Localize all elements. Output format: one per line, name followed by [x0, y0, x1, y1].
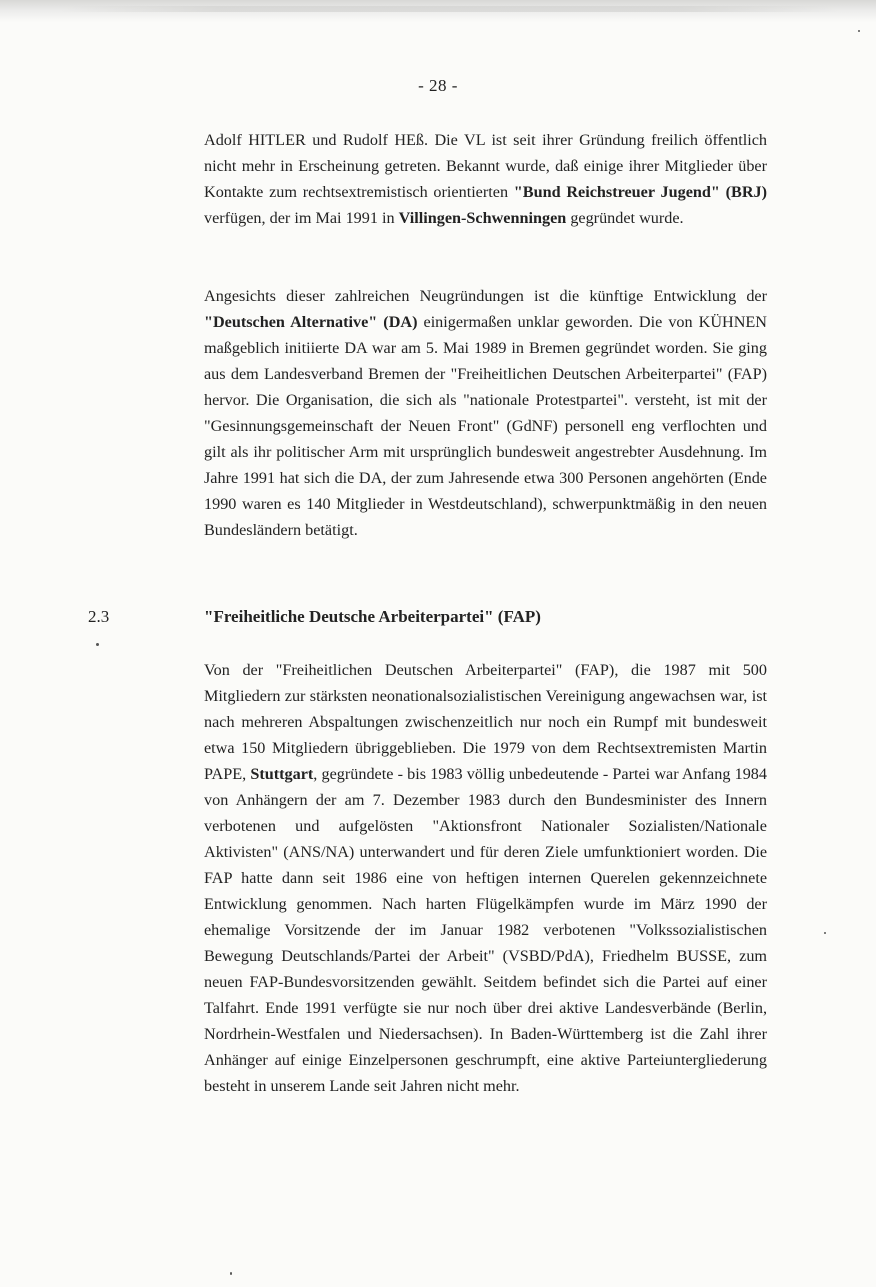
- text-run: verfügen, der im Mai 1991 in: [204, 209, 399, 227]
- scan-speck: [230, 1272, 232, 1275]
- bold-text-run: "Deutschen Alternative" (DA): [204, 313, 418, 331]
- page-number: - 28 -: [418, 76, 458, 95]
- scan-artifact-line: [60, 6, 840, 12]
- text-run: Von der "Freiheitlichen Deutschen Arbeiterpartei" (FAP), die 1987 mit 500 Mitgliedern zur stärksten neonationalsozialistischen Vereinigung angewachsen war, ist nach mehreren Abspaltungen zwischenzeitlich nur noch ein Rumpf mit bundesweit etwa 150 Mitgliedern übriggeblieben. Die 1979 von dem Rechtsextremisten Martin PAPE,: [204, 661, 767, 783]
- section-number: 2.3: [88, 607, 110, 626]
- bold-text-run: Stuttgart: [250, 765, 314, 783]
- paragraph-2: [204, 283, 767, 543]
- scan-speck: [824, 932, 826, 934]
- scan-speck: [96, 643, 99, 646]
- paragraph-1: [204, 127, 767, 231]
- text-run: , gegründete - bis 1983 völlig unbedeutende - Partei war Anfang 1984 von Anhängern der am 7. Dezember 1983 durch den Bundesminister des Innern verbotenen und aufgelösten "Aktionsfront Nationaler Sozialisten/Nationale Aktivisten" (ANS/NA) unterwandert und für deren Ziele umfunktioniert worden. Die FAP hatte dann seit 1986 eine von heftigen internen Querelen gekennzeichnete Entwicklung genommen. Nach harten Flügelkämpfen wurde im März 1990 der ehemalige Vorsitzende der im Januar 1982 verbotenen "Volkssozialistischen Bewegung Deutschlands/Partei der Arbeit" (VSBD/PdA), Friedhelm BUSSE, zum neuen FAP-Bundesvorsitzenden gewählt. Seitdem befindet sich die Partei auf einer Talfahrt. Ende 1991 verfügte sie nur noch über drei aktive Landesverbände (Berlin, Nordrhein-Westfalen und Niedersachsen). In Baden-Württemberg ist die Zahl ihrer Anhänger auf einige Einzelpersonen geschrumpft, eine aktive Parteiuntergliederung besteht in unserem Lande seit Jahren nicht mehr.: [204, 765, 767, 1095]
- text-run: Adolf HITLER und Rudolf HEß. Die VL ist seit ihrer Gründung freilich öffentlich nicht mehr in Erscheinung getreten. Bekannt wurde, daß einige ihrer Mitglieder über Kontakte zum rechtsextremistisch orientierten: [204, 131, 767, 201]
- scan-speck: [858, 30, 860, 32]
- paragraph-3: [204, 657, 767, 1099]
- bold-text-run: Villingen-Schwenningen: [398, 209, 567, 227]
- text-run: einigermaßen unklar geworden. Die von KÜHNEN maßgeblich initiierte DA war am 5. Mai 1989 in Bremen gegründet worden. Sie ging aus dem Landesverband Bremen der "Freiheitlichen Deutschen Arbeiterpartei" (FAP) hervor. Die Organisation, die sich als "nationale Protestpartei". versteht, ist mit der "Gesinnungsgemeinschaft der Neuen Front" (GdNF) personell eng verflochten und gilt als ihr politischer Arm mit ursprünglich bundesweit angestrebter Ausdehnung. Im Jahre 1991 hat sich die DA, der zum Jahresende etwa 300 Personen angehörten (Ende 1990 waren es 140 Mitglieder in Westdeutschland), schwerpunktmäßig in den neuen Bundesländern betätigt.: [204, 313, 767, 539]
- section-heading: "Freiheitliche Deutsche Arbeiterpartei" (FAP): [204, 607, 541, 626]
- bold-text-run: "Bund Reichstreuer Jugend" (BRJ): [513, 183, 767, 201]
- text-run: gegründet wurde.: [566, 209, 684, 227]
- text-run: Angesichts dieser zahlreichen Neugründungen ist die künftige Entwicklung der: [204, 287, 767, 305]
